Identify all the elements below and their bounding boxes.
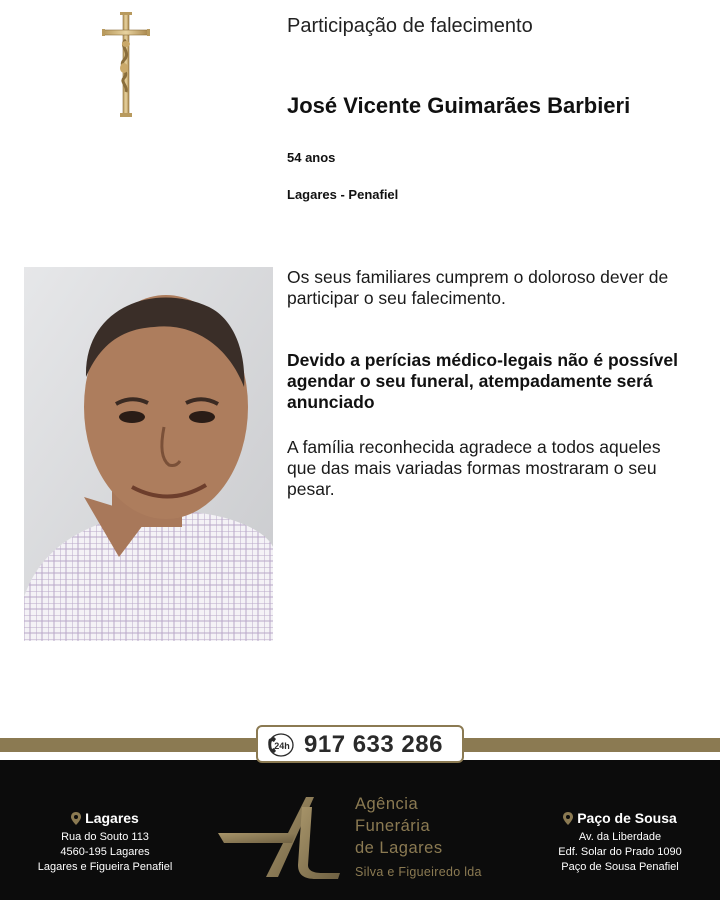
agency-subtitle: Silva e Figueiredo lda	[355, 865, 482, 879]
deceased-location: Lagares - Penafiel	[287, 187, 399, 202]
office-address-line: Paço de Sousa Penafiel	[561, 861, 679, 873]
message-paragraph-2: Devido a perícias médico-legais não é possível agendar o seu funeral, atempadamente será anunciado	[287, 350, 678, 412]
office-paco-de-sousa	[530, 810, 710, 875]
agency-logo-icon	[218, 795, 343, 880]
office-address-line: 4560-195 Lagares	[60, 846, 150, 858]
agency-line-3: de Lagares	[355, 839, 443, 857]
phone-badge[interactable]	[256, 725, 464, 763]
message-paragraph-3: A família reconhecida agradece a todos aqueles que das mais variadas formas mostraram o seu pesar.	[287, 437, 661, 499]
map-pin-icon	[563, 812, 573, 825]
notice-title: Participação de falecimento	[287, 15, 533, 37]
deceased-age: 54 anos	[287, 150, 336, 165]
office-address-line: Edf. Solar do Prado 1090	[558, 846, 682, 858]
office-address-line: Rua do Souto 113	[61, 831, 149, 843]
office-address-line: Av. da Liberdade	[578, 831, 662, 843]
portrait-photo	[24, 267, 273, 641]
office-city: Paço de Sousa	[577, 810, 677, 826]
agency-line-2: Funerária	[355, 817, 431, 835]
agency-line-1: Agência	[355, 795, 419, 813]
agency-name	[355, 793, 482, 879]
map-pin-icon	[71, 812, 81, 825]
phone-24h-icon	[266, 732, 294, 758]
crucifix-icon	[100, 12, 152, 118]
phone-number[interactable]: 917 633 286	[304, 731, 443, 758]
office-lagares	[20, 810, 190, 875]
office-address-line: Lagares e Figueira Penafiel	[37, 861, 173, 873]
deceased-name: José Vicente Guimarães Barbieri	[287, 93, 631, 118]
badge-24h: 24h	[274, 741, 290, 751]
message-paragraph-1: Os seus familiares cumprem o doloroso dever de participar o seu falecimento.	[287, 267, 669, 308]
office-city: Lagares	[85, 810, 139, 826]
